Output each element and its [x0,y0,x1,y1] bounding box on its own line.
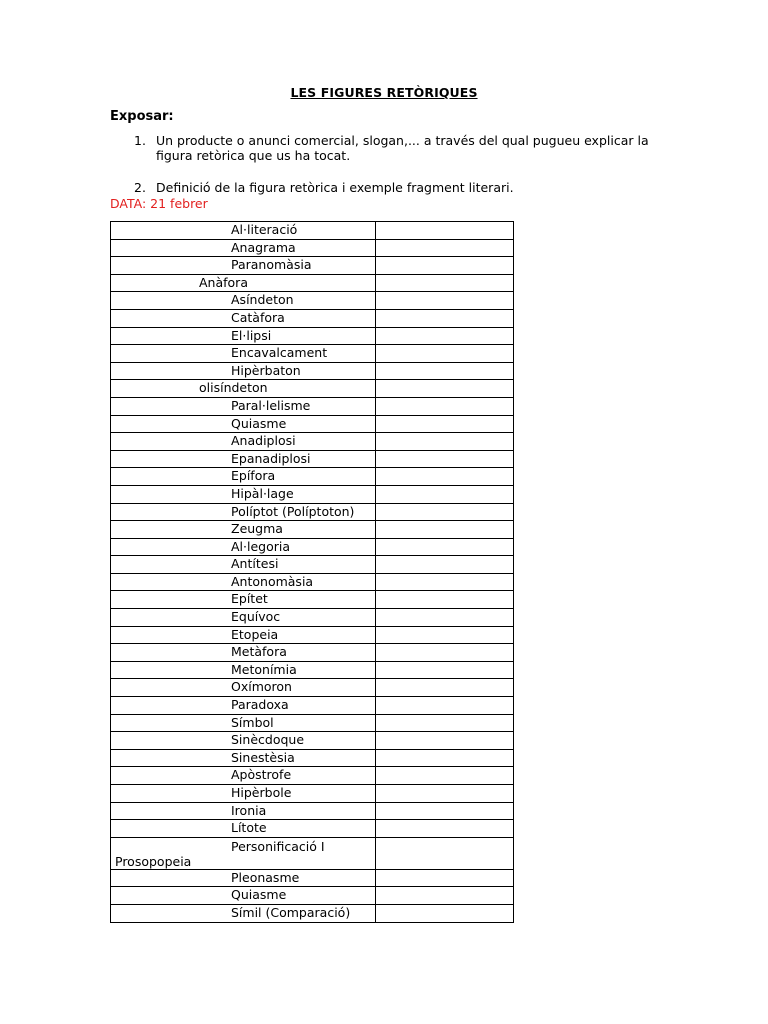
assignment-cell[interactable] [376,591,514,609]
figure-name-cell [111,503,376,521]
instruction-item [110,180,670,195]
table-row [111,415,514,433]
assignment-cell[interactable] [376,415,514,433]
figure-name: Paranomàsia [231,257,312,273]
instruction-text: Definició de la figura retòrica i exemple fragment literari. [156,180,514,195]
table-row [111,869,514,887]
figure-name-cell [111,785,376,803]
table-row [111,887,514,905]
table-row [111,521,514,539]
assignment-cell[interactable] [376,257,514,275]
figure-name: Símbol [231,714,274,730]
figure-name-cell [111,239,376,257]
assignment-cell[interactable] [376,521,514,539]
assignment-cell[interactable] [376,397,514,415]
instruction-item [110,133,670,163]
table-row [111,714,514,732]
assignment-cell[interactable] [376,697,514,715]
assignment-cell[interactable] [376,362,514,380]
figure-name-cell [111,749,376,767]
table-row [111,785,514,803]
figure-name-cell [111,397,376,415]
assignment-cell[interactable] [376,556,514,574]
assignment-cell[interactable] [376,538,514,556]
assignment-cell[interactable] [376,274,514,292]
assignment-cell[interactable] [376,767,514,785]
figure-name: Equívoc [231,609,281,625]
figure-name-cell [111,468,376,486]
figure-name: Epífora [231,468,276,484]
table-row [111,749,514,767]
figure-name-cell [111,274,376,292]
table-row [111,820,514,838]
figure-name: El·lipsi [231,327,272,343]
figure-name: Antítesi [231,556,279,572]
instruction-text: Un producte o anunci comercial, slogan,... a través del qual pugueu explicar la figura retòrica que us ha tocat. [156,133,649,163]
assignment-cell[interactable] [376,345,514,363]
figure-name: Metàfora [231,644,287,660]
assignment-cell[interactable] [376,292,514,310]
figure-name: Etopeia [231,626,279,642]
figure-name: Al·legoria [231,538,291,554]
table-row [111,309,514,327]
table-row [111,468,514,486]
figure-name-cell [111,732,376,750]
figure-name-cell [111,626,376,644]
figure-name: Oxímoron [231,679,292,695]
figure-name-cell [111,697,376,715]
figure-name-cell [111,485,376,503]
figure-name-cell [111,556,376,574]
table-row [111,485,514,503]
table-row [111,362,514,380]
table-row [111,327,514,345]
table-row [111,573,514,591]
figure-name-cell [111,837,376,869]
figure-name-cell [111,222,376,240]
figure-name: Apòstrofe [231,767,292,783]
assignment-cell[interactable] [376,802,514,820]
figure-name-cell [111,362,376,380]
table-row [111,767,514,785]
table-row [111,239,514,257]
table-row [111,292,514,310]
figure-name-cell [111,820,376,838]
figure-name: Hipèrbole [231,785,292,800]
figure-name: Políptot (Políptoton) [231,503,355,519]
figure-name: Epítet [231,591,268,607]
table-row [111,679,514,697]
assignment-cell[interactable] [376,239,514,257]
assignment-cell[interactable] [376,785,514,803]
figure-name-cell [111,661,376,679]
figure-name-continued: Prosopopeia [115,853,192,869]
figure-name: Paral·lelisme [231,397,311,413]
assignment-cell[interactable] [376,714,514,732]
assignment-cell[interactable] [376,869,514,887]
table-row [111,644,514,662]
figure-name-cell [111,380,376,398]
figure-name: Al·literació [231,222,298,237]
figure-name: Metonímia [231,661,297,677]
figure-name-cell [111,679,376,697]
table-row [111,274,514,292]
assignment-cell[interactable] [376,450,514,468]
figure-name-cell [111,521,376,539]
figure-name: olisíndeton [199,380,268,396]
instruction-number: 2. [134,180,146,195]
figure-name: Sinestèsia [231,749,295,765]
table-row [111,802,514,820]
assignment-cell[interactable] [376,573,514,591]
figure-name-cell [111,415,376,433]
assignment-cell[interactable] [376,222,514,240]
figure-name-cell [111,802,376,820]
figure-name-cell [111,538,376,556]
assignment-cell[interactable] [376,327,514,345]
assignment-cell[interactable] [376,904,514,922]
table-row [111,433,514,451]
figure-name-cell [111,609,376,627]
figure-name-cell [111,292,376,310]
assignment-cell[interactable] [376,503,514,521]
table-row [111,556,514,574]
figure-name: Antonomàsia [231,573,314,589]
table-row [111,503,514,521]
figure-name: Anàfora [199,274,248,290]
table-row [111,538,514,556]
date-label: DATA: 21 febrer [110,196,208,211]
assignment-cell[interactable] [376,749,514,767]
figure-name-cell [111,887,376,905]
document-title: LES FIGURES RETÒRIQUES [290,85,478,100]
figure-name: Quiasme [231,887,287,903]
figure-name: Símil (Comparació) [231,904,351,920]
table-row [111,837,514,869]
assignment-cell[interactable] [376,626,514,644]
figure-name: Personificació I [231,838,325,854]
assignment-cell[interactable] [376,609,514,627]
table-row [111,732,514,750]
figure-name-cell [111,591,376,609]
table-row [111,450,514,468]
figure-name: Lítote [231,820,267,836]
figure-name: Anadiplosi [231,433,296,449]
figure-name: Hipèrbaton [231,362,301,378]
figures-table-body [111,222,514,923]
figure-name-cell [111,450,376,468]
assignment-cell[interactable] [376,679,514,697]
assignment-cell[interactable] [376,468,514,486]
figure-name-cell [111,714,376,732]
figure-name: Catàfora [231,309,285,325]
exposar-heading: Exposar: [110,109,174,124]
figure-name-cell [111,309,376,327]
figure-name: Epanadiplosi [231,450,311,466]
figure-name-cell [111,869,376,887]
table-row [111,626,514,644]
table-row [111,904,514,922]
assignment-cell[interactable] [376,309,514,327]
table-row [111,397,514,415]
figure-name: Zeugma [231,521,283,537]
table-row [111,222,514,240]
instruction-number: 1. [134,133,146,148]
figure-name-cell [111,573,376,591]
assignment-cell[interactable] [376,837,514,869]
table-row [111,591,514,609]
assignment-cell[interactable] [376,732,514,750]
figure-name: Paradoxa [231,697,289,713]
table-row [111,609,514,627]
figure-name: Asíndeton [231,292,294,308]
figure-name-cell [111,327,376,345]
assignment-cell[interactable] [376,644,514,662]
figure-name: Hipàl·lage [231,485,294,501]
figure-name: Quiasme [231,415,287,431]
assignment-cell[interactable] [376,820,514,838]
figures-table [110,221,514,923]
figure-name-cell [111,904,376,922]
assignment-cell[interactable] [376,380,514,398]
assignment-cell[interactable] [376,485,514,503]
table-row [111,697,514,715]
figure-name-cell [111,767,376,785]
figure-name: Anagrama [231,239,296,255]
figure-name: Sinècdoque [231,732,305,748]
table-row [111,661,514,679]
table-row [111,257,514,275]
figure-name-cell [111,257,376,275]
table-row [111,345,514,363]
figure-name: Ironia [231,802,267,818]
assignment-cell[interactable] [376,661,514,679]
figure-name-cell [111,433,376,451]
assignment-cell[interactable] [376,433,514,451]
table-row [111,380,514,398]
figure-name-cell [111,345,376,363]
figure-name-cell [111,644,376,662]
figure-name: Encavalcament [231,345,328,361]
assignment-cell[interactable] [376,887,514,905]
figure-name: Pleonasme [231,869,300,885]
